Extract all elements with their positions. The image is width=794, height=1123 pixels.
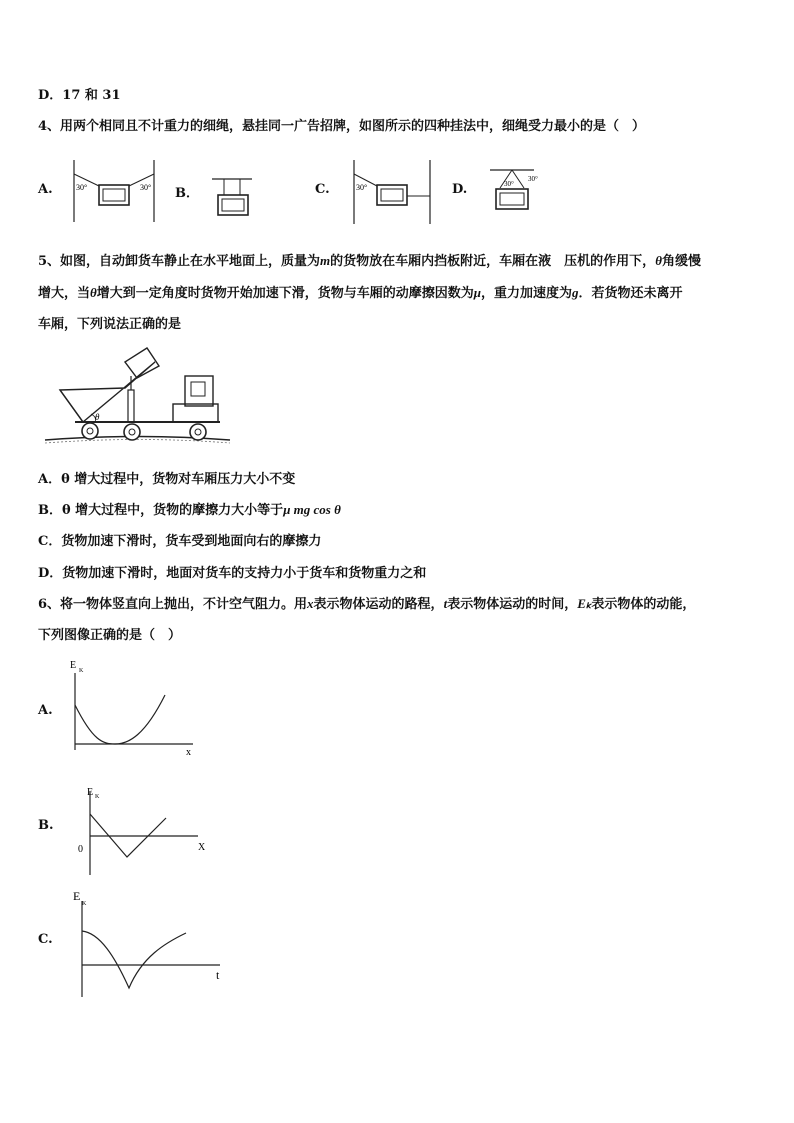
q5-stem-line1: 5、如图，自动卸货车静止在水平地面上，质量为m的货物放在车厢内挡板附近，车厢在液 压机的作用下，θ角缓慢 — [38, 253, 701, 269]
q5-option-a: A．θ 增大过程中，货物对车厢压力大小不变 — [38, 472, 296, 487]
q4-option-a-label: A. — [38, 182, 53, 197]
q6-graph-c — [70, 887, 230, 999]
q5-option-d: D．货物加速下滑时，地面对货车的支持力小于货车和货物重力之和 — [38, 566, 427, 581]
q5-option-c: C．货物加速下滑时，货车受到地面向右的摩擦力 — [38, 534, 322, 549]
q4-d-angle-left: 30° — [504, 180, 514, 188]
q6-a-x-axis: x — [186, 747, 191, 758]
q6-c-x-axis: t — [216, 968, 220, 982]
q6-b-origin: 0 — [78, 844, 83, 855]
q4-c-angle-left: 30° — [356, 183, 368, 192]
q4-figure-b — [212, 178, 257, 218]
q6-stem-line2: 下列图像正确的是（ ） — [38, 628, 182, 643]
q6-stem-line1: 6、将一物体竖直向上抛出，不计空气阻力。用x表示物体运动的路程，t表示物体运动的时间，Eₖ表示物体的动能， — [38, 596, 696, 612]
q6-a-y-sub: K — [79, 668, 84, 674]
q6-graph-b — [70, 780, 215, 880]
q6-b-y-sub: K — [95, 794, 100, 800]
q4-figure-d — [488, 164, 548, 220]
q6-c-y-sub: K — [82, 901, 87, 907]
q6-a-y-axis: E — [70, 660, 77, 671]
q4-option-c-label: C. — [315, 182, 330, 197]
q4-option-d-label: D. — [452, 182, 468, 197]
q4-stem: 4、用两个相同且不计重力的细绳，悬挂同一广告招牌，如图所示的四种挂法中，细绳受力最小的是（ ） — [38, 119, 646, 134]
q6-c-y-axis: E — [73, 889, 81, 903]
q4-figure-c — [350, 160, 440, 224]
q6-b-x-axis: X — [198, 842, 206, 853]
q5-stem-line3: 车厢，下列说法正确的是 — [38, 317, 182, 332]
q4-d-angle-right: 30° — [528, 175, 538, 183]
q5-truck-figure — [45, 340, 235, 450]
q6-option-c-label: C. — [38, 932, 53, 947]
q3-option-d: D．17 和 31 — [38, 88, 121, 103]
q6-graph-a — [65, 655, 205, 760]
q6-b-y-axis: E — [87, 787, 94, 798]
q4-a-angle-left: 30° — [76, 183, 88, 192]
q6-option-b-label: B. — [38, 818, 54, 833]
q4-a-angle-right: 30° — [140, 183, 152, 192]
q5-stem-line2: 增大，当θ增大到一定角度时货物开始加速下滑，货物与车厢的动摩擦因数为μ，重力加速度为g．若货物还未离开 — [38, 285, 683, 301]
q4-figure-a — [70, 160, 160, 222]
q5-theta-label: θ — [95, 412, 100, 422]
q4-option-b-label: B． — [175, 186, 199, 201]
q6-option-a-label: A. — [38, 703, 53, 718]
q5-option-b: B．θ 增大过程中，货物的摩擦力大小等于μ mg cos θ — [38, 502, 341, 518]
